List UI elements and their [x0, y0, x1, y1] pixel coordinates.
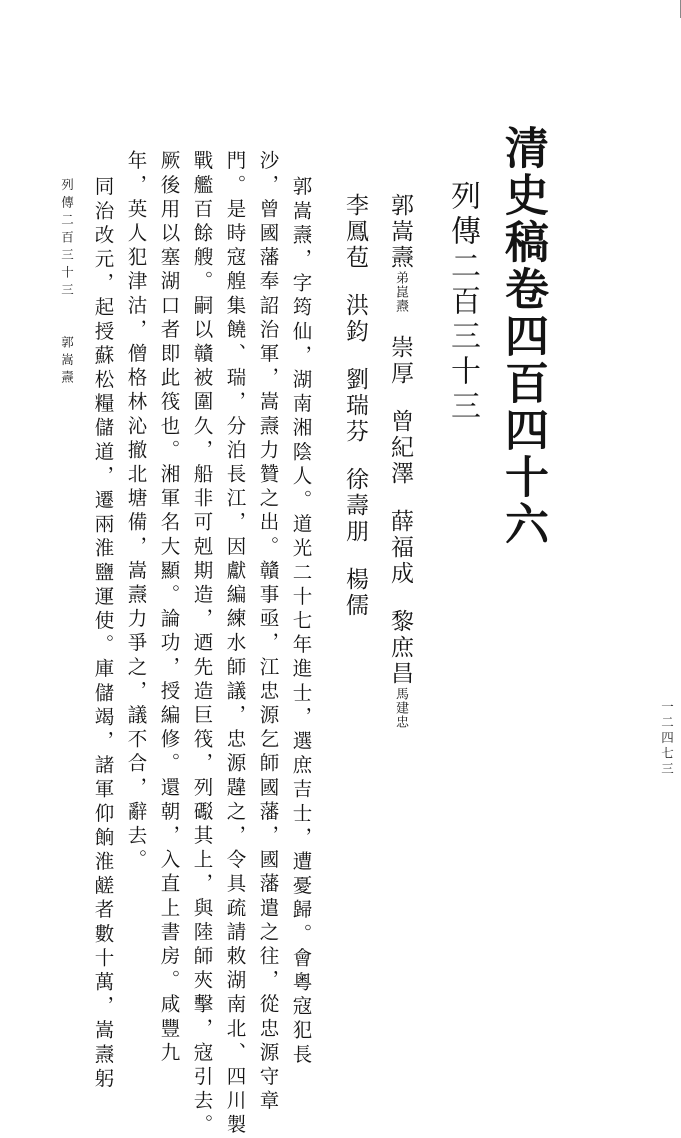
name: 曾紀澤 [387, 409, 413, 487]
body-column: 年，英人犯津沽，僧格林沁撤北塘備，嵩燾力爭之，議不合，辭去。 [124, 150, 148, 873]
name-note: 馬建忠 [393, 687, 408, 729]
page-number: 一二四七三 [659, 700, 675, 778]
book-title: 清史稿卷四百四十六 [497, 125, 548, 548]
body-column: 郭嵩燾，字筠仙，湖南湘陰人。道光二十七年進士，選庶吉士，遭憂歸。會粵寇犯長 [289, 176, 313, 1068]
name: 楊儒 [342, 567, 368, 619]
name-note: 弟崑燾 [393, 271, 408, 313]
biography-names-line-2 [343, 193, 366, 619]
running-head: 列傳二百三十三 郭嵩燾 [59, 178, 75, 388]
name: 洪鈞 [342, 293, 368, 345]
body-column: 戰艦百餘艘。嗣以贛被圍久，船非可剋期造，迺先造巨筏，列礟其上，與陸師夾擊，寇引去。 [190, 150, 214, 1138]
name: 黎庶昌 [387, 609, 413, 687]
body-column: 門。是時寇艎集饒、瑞，分泊長江，因獻編練水師議，忠源韙之，令具疏請敕湖南北、四川製 [223, 150, 247, 1138]
name: 李鳳苞 [342, 193, 368, 271]
name: 薛福成 [387, 509, 413, 587]
body-column: 厥後用以塞湖口者即此筏也。湘軍名大顯。論功，授編修。還朝，入直上書房。咸豐九 [157, 150, 181, 1066]
body-column: 同治改元，起授蘇松糧儲道，遷兩淮鹽運使。庫儲竭，諸軍仰餉淮鹾者數十萬，嵩燾躬 [91, 176, 115, 1092]
name: 崇厚 [387, 335, 413, 387]
name: 徐壽朋 [342, 467, 368, 545]
biography-names-line-1 [388, 193, 411, 729]
name: 郭嵩燾 [387, 193, 413, 271]
name: 劉瑞芬 [342, 367, 368, 445]
body-column: 沙，曾國藩奉詔治軍，嵩燾力贊之出。贛事亟，江忠源乞師國藩，國藩遣之往，從忠源守章 [256, 150, 280, 1114]
section-title: 列傳二百三十三 [445, 180, 480, 425]
